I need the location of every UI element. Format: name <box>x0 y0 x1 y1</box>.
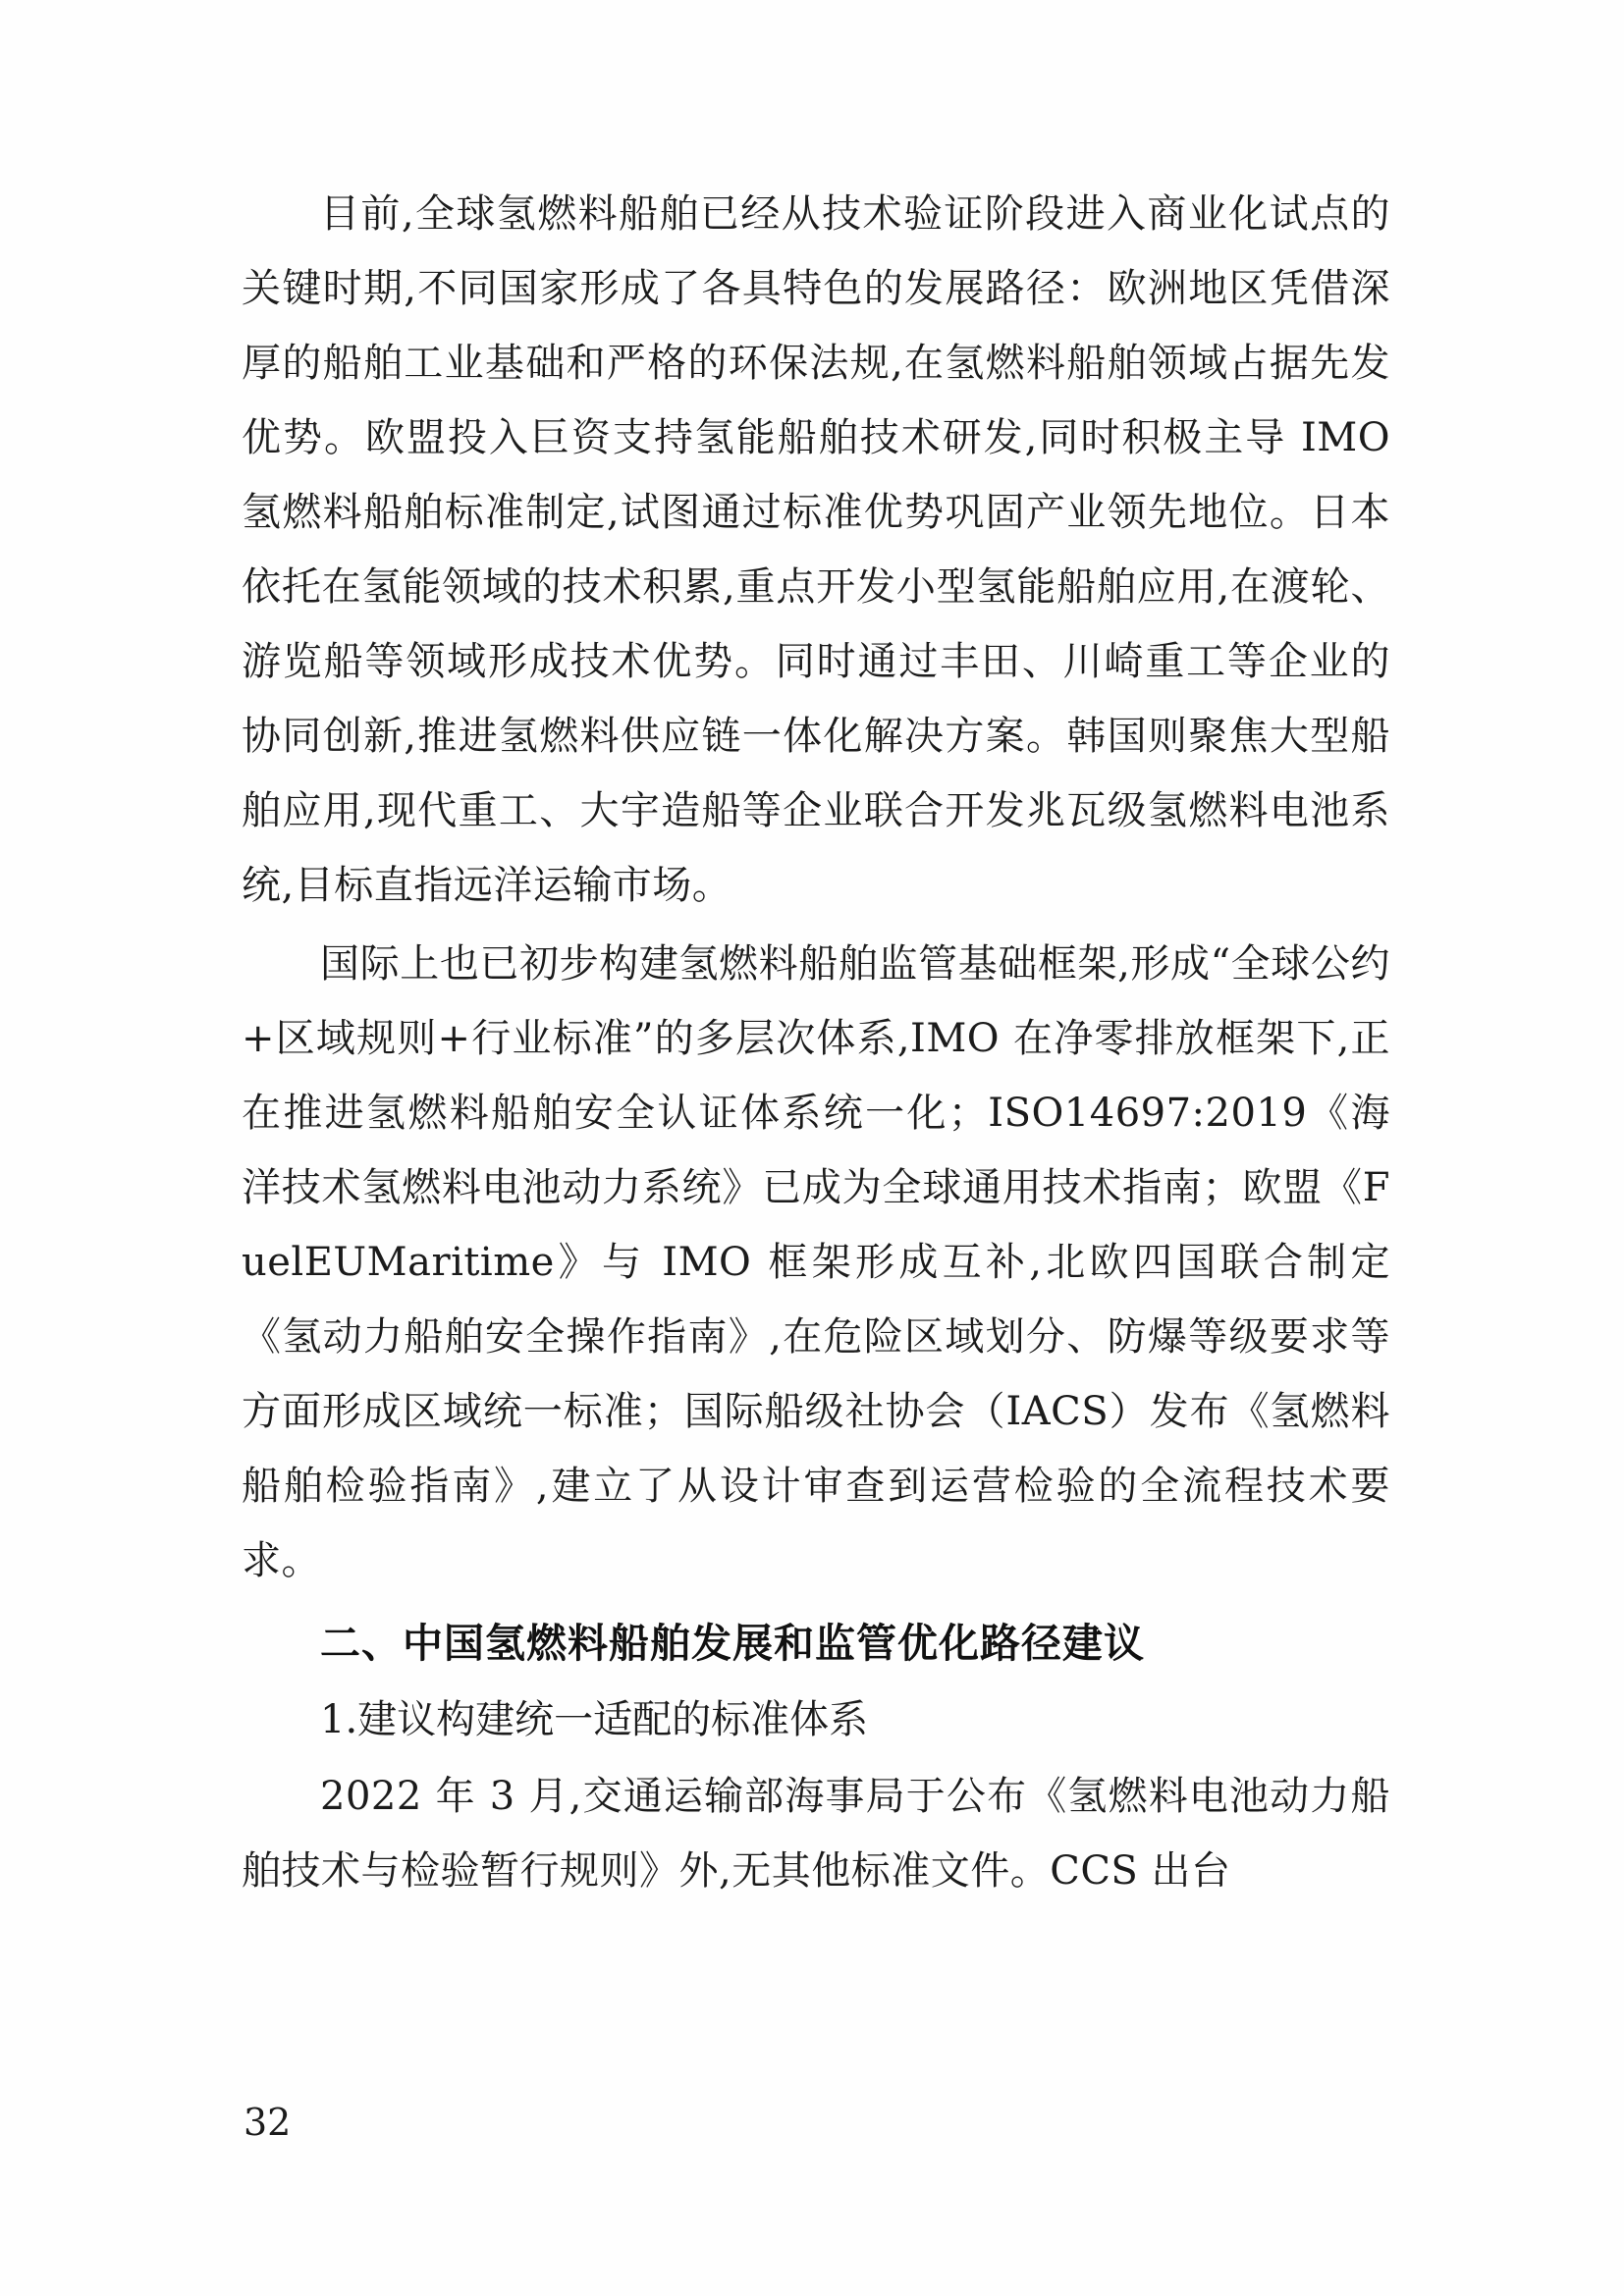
paragraph-global-status: 目前,全球氢燃料船舶已经从技术验证阶段进入商业化试点的关键时期,不同国家形成了各具特色的发展路径：欧洲地区凭借深厚的船舶工业基础和严格的环保法规,在氢燃料船舶领域占据先发优势。欧盟投入巨资支持氢能船舶技术研发,同时积极主导 IMO 氢燃料船舶标准制定,试图通过标准优势巩固产业领先地位。日本依托在氢能领域的技术积累,重点开发小型氢能船舶应用,在渡轮、游览船等领域形成技术优势。同时通过丰田、川崎重工等企业的协同创新,推进氢燃料供应链一体化解决方案。韩国则聚焦大型船舶应用,现代重工、大宇造船等企业联合开发兆瓦级氢燃料电池系统,目标直指远洋运输市场。 <box>242 191 1390 908</box>
page-content <box>242 177 1390 1912</box>
paragraph-international-framework: 国际上也已初步构建氢燃料船舶监管基础框架,形成“全球公约+区域规则+行业标准”的多层次体系,IMO 在净零排放框架下,正在推进氢燃料船舶安全认证体系统一化；ISO14697:2019《海洋技术氢燃料电池动力系统》已成为全球通用技术指南；欧盟《FuelEUMaritime》与 IMO 框架形成互补,北欧四国联合制定《氢动力船舶安全操作指南》,在危险区域划分、防爆等级要求等方面形成区域统一标准；国际船级社协会（IACS）发布《氢燃料船舶检验指南》,建立了从设计审查到运营检验的全流程技术要求。 <box>242 941 1390 1583</box>
heading-section-two: 二、中国氢燃料船舶发展和监管优化路径建议 <box>320 1620 1145 1667</box>
subheading-item-one: 1.建议构建统一适配的标准体系 <box>320 1697 869 1742</box>
page-number: 32 <box>244 2101 292 2144</box>
paragraph-china-standards: 2022 年 3 月,交通运输部海事局于公布《氢燃料电池动力船舶技术与检验暂行规则》外,无其他标准文件。CCS 出台 <box>242 1774 1390 1894</box>
